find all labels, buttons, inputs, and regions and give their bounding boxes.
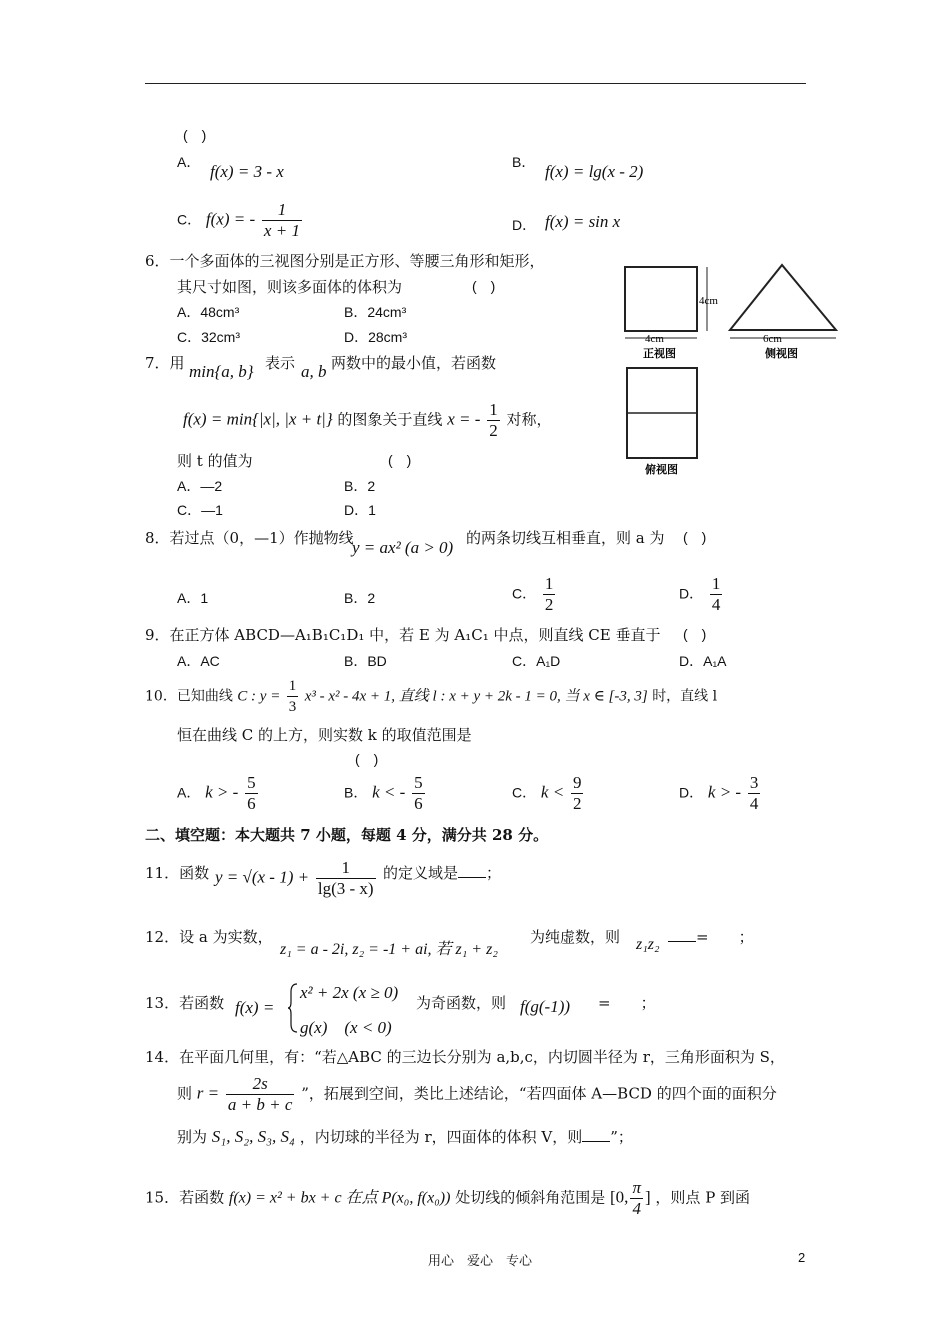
q8-curve: y = ax² (a > 0) <box>352 538 454 557</box>
q10-option-c-lhs: k < <box>540 782 565 802</box>
q14-line2-a: 则 <box>177 1084 193 1103</box>
front-view-label: 正视图 <box>643 348 676 360</box>
q7-stem-d: 的图象关于直线 <box>337 410 443 429</box>
q5-option-c-label: C． <box>177 211 202 228</box>
q15-range-a: [0, <box>610 1187 629 1207</box>
q7-option-a: A．—2 <box>177 478 223 494</box>
header-rule <box>145 83 806 84</box>
q5-paren: ( ) <box>183 127 207 143</box>
q15-func: f(x) = x² + bx + c 在点 P(x₀, f(x₀)) <box>228 1189 451 1207</box>
q10-option-d <box>679 773 762 814</box>
q7-line2 <box>183 400 551 441</box>
q7-stem-a: 7．用 <box>145 354 185 372</box>
q6-option-d: D．28cm³ <box>344 329 408 345</box>
page-number: 2 <box>798 1250 806 1265</box>
q9-stem: 9．在正方体 ABCD—A₁B₁C₁D₁ 中，若 E 为 A₁C₁ 中点，则直线 CE 垂直于 <box>145 626 661 644</box>
side-view-triangle <box>730 265 836 330</box>
q10-option-d-label: D． <box>679 784 704 801</box>
q11-answer-blank <box>458 865 486 878</box>
q9-option-c: C．A₁D <box>512 653 561 669</box>
q6-option-c: C．32cm³ <box>177 329 241 345</box>
q12-stem-a: 12．设 a 为实数， <box>145 928 273 946</box>
q10-option-c-fraction: $\frac{9}{2}$ <box>572 773 582 813</box>
q8-stem-a: 8．若过点（0，—1）作抛物线 <box>145 529 354 547</box>
q10-option-b <box>344 773 427 814</box>
q8-option-d-fraction: $\frac{1}{4}$ <box>711 574 721 614</box>
q8-option-a: A．1 <box>177 590 209 606</box>
q14-r-lhs: r = <box>196 1083 220 1103</box>
q8-option-b: B．2 <box>344 590 376 606</box>
q5-option-c-lhs: f(x) = - <box>205 209 256 229</box>
top-view-label: 俯视图 <box>645 464 678 476</box>
q11-fraction: $\frac{1}{\lg(3 - x)}$ <box>317 858 374 898</box>
q14-line2-b: ”，拓展到空间，类比上述结论，“若四面体 A—BCD 的四个面的面积分 <box>301 1084 777 1103</box>
q12-answer-blank <box>668 929 696 942</box>
q10-option-a-label: A． <box>177 784 201 801</box>
q8-option-d <box>679 574 724 615</box>
q9-option-b: B．BD <box>344 653 387 669</box>
q6-stem-line1: 6．一个多面体的三视图分别是正方形、等腰三角形和矩形， <box>145 252 545 270</box>
q6-option-a: A．48cm³ <box>177 304 240 320</box>
q14-line3-a: 别为 <box>177 1128 208 1146</box>
q12-expr: z₁ = a - 2i, z₂ = -1 + ai, 若 z₁ + z₂ <box>280 941 498 958</box>
q11-expr <box>215 858 378 899</box>
q7-line-lhs: x = - <box>447 409 481 429</box>
front-height-label: 4cm <box>699 295 718 307</box>
q15-range-b: ] <box>644 1187 651 1207</box>
q9-option-a: A．AC <box>177 653 220 669</box>
q13-lhs: f(x) = <box>235 998 275 1017</box>
q13-stem-a: 13．若函数 <box>145 994 225 1012</box>
q6-paren: ( ) <box>472 278 496 294</box>
q8-stem-b: 的两条切线互相垂直，则 a 为 <box>466 529 665 547</box>
q10-option-c <box>512 773 585 814</box>
q13-end <box>598 992 656 1013</box>
q7-paren: ( ) <box>388 452 412 468</box>
q10-option-a <box>177 773 260 814</box>
q14-line2 <box>177 1074 777 1115</box>
front-width-label: 4cm <box>645 333 664 345</box>
q5-option-a-label: A． <box>177 154 201 170</box>
front-view-square <box>625 267 697 331</box>
q7-min-ab: min{a, b} <box>189 362 254 381</box>
section2-title: 二、填空题：本大题共 7 小题，每题 4 分，满分共 28 分。 <box>145 826 549 844</box>
q7-func: f(x) = min{|x|, |x + t|} <box>183 409 333 429</box>
q13-case2: g(x) (x < 0) <box>300 1018 392 1037</box>
q11-stem-a: 11．函数 <box>145 864 210 882</box>
q15-line <box>145 1178 750 1219</box>
q10-curve-b: x³ - x² - 4x + 1, 直线 l : x + y + 2k - 1 = 0, 当 x ∈ [-3, 3] <box>304 688 648 705</box>
three-view-figure <box>615 260 845 480</box>
q6-stem-line2: 其尺寸如图，则该多面体的体积为 <box>177 278 403 296</box>
q5-option-a: f(x) = 3 - x <box>210 162 284 181</box>
q14-line3-b: ，内切球的半径为 r，四面体的体积 V，则 <box>299 1128 583 1146</box>
q14-r-fraction: $\frac{2s}{a + b + c}$ <box>227 1074 293 1114</box>
q8-option-d-label: D． <box>679 585 704 602</box>
q10-curve-a: C : y = <box>237 688 281 705</box>
q13-case1: x² + 2x (x ≥ 0) <box>300 983 399 1002</box>
q7-stem-f: 则 t 的值为 <box>177 452 253 470</box>
q12-stem-b: 为纯虚数，则 <box>530 928 621 946</box>
q5-option-d: f(x) = sin x <box>545 212 621 231</box>
q10-option-a-fraction: $\frac{5}{6}$ <box>247 773 256 813</box>
q11-end: ； <box>486 864 502 882</box>
q8-option-c-label: C． <box>512 585 537 602</box>
q14-areas: S₁, S₂, S₃, S₄ <box>211 1127 295 1146</box>
q9-paren: ( ) <box>683 626 707 642</box>
q10-option-a-lhs: k > - <box>205 782 239 802</box>
q10-option-c-label: C． <box>512 784 537 801</box>
q10-stem-c: 恒在曲线 C 的上方，则实数 k 的取值范围是 <box>177 726 472 744</box>
q7-stem-b: 表示 <box>265 354 296 372</box>
q7-ab: a, b <box>301 362 327 381</box>
side-width-label: 6cm <box>763 333 782 345</box>
q10-option-d-lhs: k > - <box>707 782 742 802</box>
q10-stem-a: 10．已知曲线 <box>145 688 233 705</box>
q10-line1 <box>145 676 717 717</box>
q13-end-text: = ； <box>598 994 656 1012</box>
q8-paren: ( ) <box>683 529 707 545</box>
q7-stem-e: 对称， <box>506 410 552 429</box>
q7-option-c: C．—1 <box>177 502 223 518</box>
q8-option-c-fraction: $\frac{1}{2}$ <box>544 574 554 614</box>
q10-option-b-lhs: k < - <box>372 782 406 802</box>
q14-line3 <box>177 1126 633 1147</box>
page-footer: 用心 爱心 专心 <box>428 1254 533 1269</box>
q5-option-c-fraction: $\frac{1}{x + 1}$ <box>263 200 300 240</box>
q14-answer-blank <box>582 1129 610 1142</box>
q5-option-d-label: D． <box>512 217 537 233</box>
q7-stem-c: 两数中的最小值，若函数 <box>331 354 497 372</box>
q13-brace <box>287 982 299 1034</box>
q5-option-b: f(x) = lg(x - 2) <box>545 162 644 181</box>
q12-product: z₁z₂ <box>636 936 660 953</box>
q13-stem-b: 为奇函数，则 <box>416 994 507 1012</box>
q10-paren: ( ) <box>355 751 379 767</box>
q10-option-b-fraction: $\frac{5}{6}$ <box>414 773 423 813</box>
q10-option-b-label: B． <box>344 784 368 801</box>
side-view-label: 侧视图 <box>765 348 798 360</box>
q12-end-text: = ； <box>696 928 754 946</box>
q14-line3-c: ”； <box>610 1128 633 1146</box>
q9-option-d: D．A₁A <box>679 653 727 669</box>
q10-stem-b: 时，直线 l <box>652 688 718 705</box>
q11-lhs: y = √(x - 1) + <box>215 867 310 887</box>
q8-option-c <box>512 574 557 615</box>
q13-ask: f(g(-1)) <box>520 997 571 1016</box>
q15-stem-c: ，则点 P 到函 <box>655 1188 751 1207</box>
q10-option-d-fraction: $\frac{3}{4}$ <box>749 773 759 813</box>
q11-stem-b: 的定义域是 <box>383 864 459 882</box>
q15-stem-a: 15．若函数 <box>145 1188 225 1207</box>
q14-line1: 14．在平面几何里，有：“若△ABC 的三边长分别为 a,b,c，内切圆半径为 r，三角形面积为 S， <box>145 1048 785 1066</box>
q5-option-b-label: B． <box>512 154 536 170</box>
q15-stem-b: 处切线的倾斜角范围是 <box>455 1188 606 1207</box>
q7-line-fraction: $\frac{1}{2}$ <box>489 400 498 440</box>
q7-option-d: D．1 <box>344 502 376 518</box>
q5-option-c <box>177 200 304 241</box>
q7-option-b: B．2 <box>344 478 376 494</box>
q12-end <box>668 926 754 947</box>
q15-range-fraction: $\frac{\pi}{4}$ <box>632 1178 641 1218</box>
q6-option-b: B．24cm³ <box>344 304 407 320</box>
q11-tail <box>383 862 501 883</box>
q10-curve-fraction: $\frac{1}{3}$ <box>288 678 297 715</box>
